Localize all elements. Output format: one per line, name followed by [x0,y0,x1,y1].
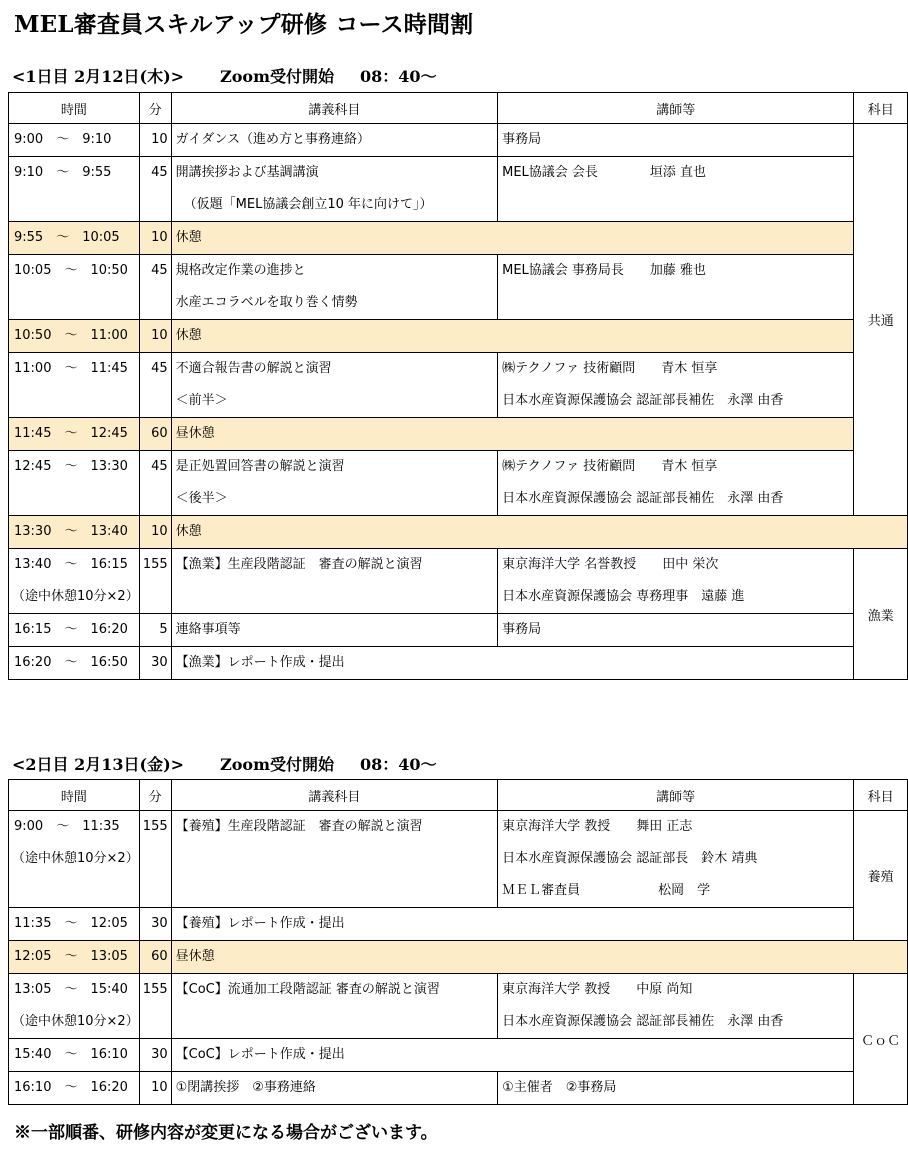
day1-date: <1日目 2月12日(木)> [12,67,185,86]
minutes-cell: 10 [139,1072,171,1105]
break-row [9,222,908,255]
lecture-cell: 開講挨拶および基調講演 [171,157,497,190]
lecture-cell-line2: 水産エコラベルを取り巻く情勢 [171,287,497,320]
time-cell: 12:05 ～ 13:05 [9,941,140,974]
time-note: （途中休憩10分×2） [12,851,139,866]
time-cell: 11:45 ～ 12:45 [9,418,140,451]
break-row [9,516,908,549]
subject-cell-coc: ＣｏＣ [854,974,908,1105]
lecture-cell: 是正処置回答書の解説と演習 [171,451,497,484]
table-row [9,157,908,190]
lecture-cell: 【CoC】流通加工段階認証 審査の解説と演習 [171,974,497,1039]
time-cell: 10:50 ～ 11:00 [9,320,140,353]
subject-cell-aquaculture: 養殖 [854,811,908,941]
time-cell [9,549,140,614]
time-cell: 15:40 ～ 16:10 [9,1039,140,1072]
header-time: 時間 [9,93,140,124]
minutes-cell: 10 [139,222,171,255]
lecture-cell: 昼休憩 [171,941,907,974]
lecture-cell: 休憩 [171,320,854,353]
instructor-cell: ㈱テクノファ 技術顧問 青木 恒享 [498,451,854,484]
table-row [9,908,908,941]
minutes-cell: 155 [139,974,171,1039]
lecture-cell: 【漁業】生産段階認証 審査の解説と演習 [171,549,497,614]
instructor-cell: ㈱テクノファ 技術顧問 青木 恒享 [498,353,854,386]
minutes-cell: 45 [139,157,171,222]
lecture-cell: ガイダンス（進め方と事務連絡） [171,124,497,157]
time-note: （途中休憩10分×2） [12,1014,139,1029]
minutes-cell: 45 [139,353,171,418]
table-row [9,647,908,680]
lecture-cell: 休憩 [171,516,907,549]
table-row [9,353,908,386]
minutes-cell: 10 [139,124,171,157]
lecture-cell: 休憩 [171,222,854,255]
minutes-cell: 60 [139,418,171,451]
instructor-cell: 事務局 [498,614,854,647]
day1-zoom-label: Zoom受付開始 [220,67,335,86]
header-min: 分 [139,93,171,124]
table-row [9,974,908,1007]
instructor-cell: 東京海洋大学 教授 舞田 正志 [498,811,854,844]
break-row [9,418,908,451]
lecture-cell: 不適合報告書の解説と演習 [171,353,497,386]
time-cell: 11:00 ～ 11:45 [9,353,140,418]
minutes-cell: 5 [139,614,171,647]
time-cell: 16:20 ～ 16:50 [9,647,140,680]
table-row [9,1072,908,1105]
day1-heading [12,64,437,87]
time-note: （途中休憩10分×2） [12,589,139,604]
minutes-cell: 30 [139,647,171,680]
break-row [9,941,908,974]
header-min: 分 [139,780,171,811]
lecture-cell: 【CoC】レポート作成・提出 [171,1039,854,1072]
minutes-cell: 45 [139,255,171,320]
time-cell: 16:10 ～ 16:20 [9,1072,140,1105]
header-subject: 科目 [854,780,908,811]
table-row [9,811,908,844]
header-instructor: 講師等 [498,93,854,124]
day1-schedule-table [8,92,908,680]
instructor-cell-line2: 日本水産資源保護協会 認証部長 鈴木 靖典 [498,843,854,875]
lecture-cell: ①閉講挨拶 ②事務連絡 [171,1072,497,1105]
table-row [9,255,908,288]
subject-cell-fishery: 漁業 [854,549,908,680]
lecture-cell-line2: （仮題「MEL協議会創立10 年に向けて」） [171,189,497,222]
time-cell [9,811,140,908]
header-subject: 科目 [854,93,908,124]
instructor-cell: 東京海洋大学 教授 中原 尚知 [498,974,854,1007]
table-row [9,614,908,647]
minutes-cell: 60 [139,941,171,974]
header-instructor: 講師等 [498,780,854,811]
footnote: ※一部順番、研修内容が変更になる場合がございます。 [14,1123,438,1143]
instructor-cell: MEL協議会 会長 垣添 直也 [498,157,854,222]
instructor-cell-line2: 日本水産資源保護協会 認証部長補佐 永澤 由香 [498,483,854,516]
lecture-cell: 【養殖】レポート作成・提出 [171,908,854,941]
minutes-cell: 10 [139,516,171,549]
instructor-cell-line2: 日本水産資源保護協会 認証部長補佐 永澤 由香 [498,385,854,418]
minutes-cell: 10 [139,320,171,353]
lecture-cell: 昼休憩 [171,418,854,451]
time-text: 9:00 ～ 11:35 [14,819,120,834]
page-title: MEL審査員スキルアップ研修 コース時間割 [14,11,474,38]
time-cell: 13:30 ～ 13:40 [9,516,140,549]
instructor-cell-line2: 日本水産資源保護協会 認証部長補佐 永澤 由香 [498,1006,854,1039]
minutes-cell: 155 [139,549,171,614]
time-cell: 11:35 ～ 12:05 [9,908,140,941]
time-text: 13:05 ～ 15:40 [14,982,128,997]
instructor-cell: ①主催者 ②事務局 [498,1072,854,1105]
header-time: 時間 [9,780,140,811]
time-cell: 12:45 ～ 13:30 [9,451,140,516]
minutes-cell: 30 [139,908,171,941]
time-cell: 10:05 ～ 10:50 [9,255,140,320]
time-cell: 9:00 ～ 9:10 [9,124,140,157]
day2-heading [12,752,437,775]
instructor-cell-line2: 日本水産資源保護協会 専務理事 遠藤 進 [498,581,854,614]
subject-cell-common: 共通 [854,124,908,516]
table-row [9,124,908,157]
table-row [9,1039,908,1072]
lecture-cell: 連絡事項等 [171,614,497,647]
header-lecture: 講義科目 [171,93,497,124]
table-header-row [9,93,908,124]
day1-zoom-time: 08：40～ [360,67,437,86]
lecture-cell: 【養殖】生産段階認証 審査の解説と演習 [171,811,497,908]
break-row [9,320,908,353]
table-header-row [9,780,908,811]
time-cell [9,974,140,1039]
time-cell: 9:55 ～ 10:05 [9,222,140,255]
day2-schedule-table [8,779,908,1105]
time-text: 13:40 ～ 16:15 [14,557,128,572]
instructor-cell: MEL協議会 事務局長 加藤 雅也 [498,255,854,320]
instructor-cell-line3: ＭＥＬ審査員 松岡 学 [498,875,854,908]
minutes-cell: 155 [139,811,171,908]
day2-zoom-time: 08：40～ [360,755,437,774]
day2-zoom-label: Zoom受付開始 [220,755,335,774]
lecture-cell-line2: ＜前半＞ [171,385,497,418]
header-lecture: 講義科目 [171,780,497,811]
lecture-cell: 【漁業】レポート作成・提出 [171,647,854,680]
lecture-cell-line2: ＜後半＞ [171,483,497,516]
table-row [9,549,908,582]
minutes-cell: 45 [139,451,171,516]
lecture-cell: 規格改定作業の進捗と [171,255,497,288]
time-cell: 16:15 ～ 16:20 [9,614,140,647]
instructor-cell: 事務局 [498,124,854,157]
instructor-cell: 東京海洋大学 名誉教授 田中 栄次 [498,549,854,582]
time-cell: 9:10 ～ 9:55 [9,157,140,222]
minutes-cell: 30 [139,1039,171,1072]
table-row [9,451,908,484]
day2-date: <2日目 2月13日(金)> [12,755,185,774]
